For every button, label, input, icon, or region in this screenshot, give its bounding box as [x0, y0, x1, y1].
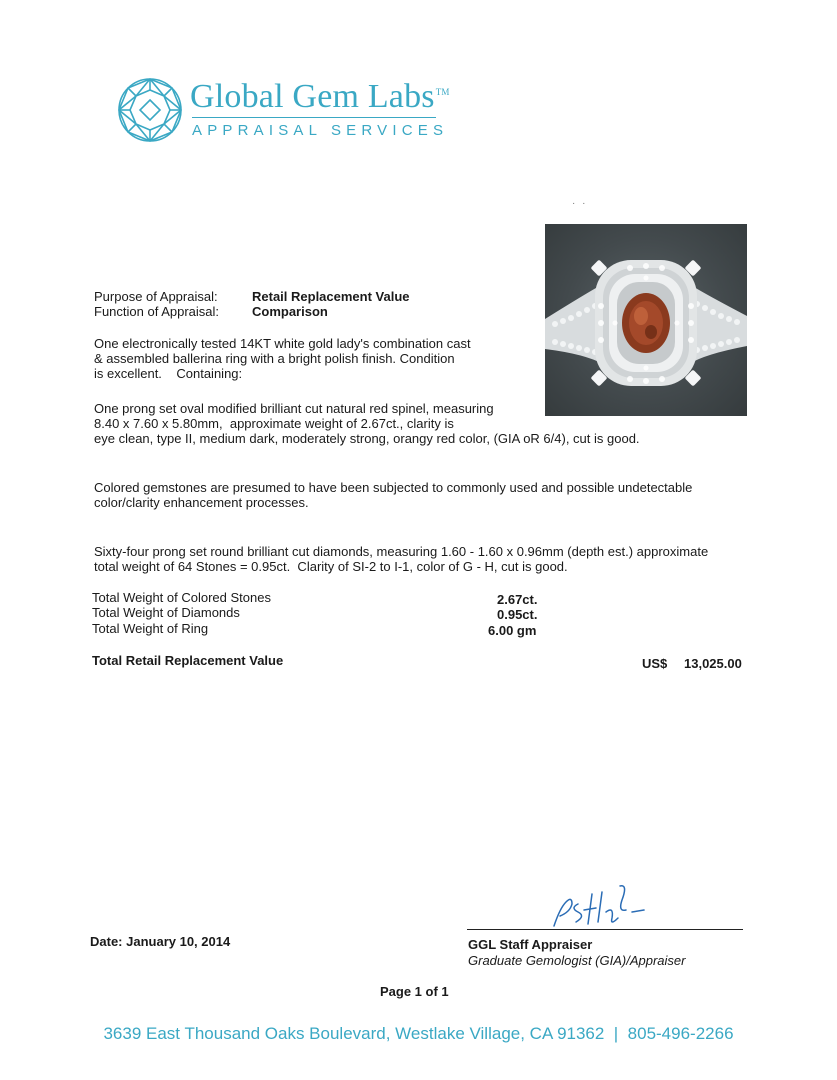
purpose-value: Retail Replacement Value	[252, 289, 410, 304]
purpose-label: Purpose of Appraisal:	[94, 289, 218, 304]
ring-description-line: One electronically tested 14KT white gold lady's combination cast	[94, 336, 471, 351]
function-label: Function of Appraisal:	[94, 304, 220, 319]
diamond-description-line: Sixty-four prong set round brilliant cut diamonds, measuring 1.60 - 1.60 x 0.96mm (depth est.) approximate	[94, 544, 709, 559]
total-value: 2.67ct.	[497, 592, 538, 607]
ring-description-line: is excellent. Containing:	[94, 366, 243, 381]
function-value: Comparison	[252, 304, 328, 319]
signature	[548, 882, 658, 930]
enhancement-line: color/clarity enhancement processes.	[94, 495, 309, 510]
appraiser-title: GGL Staff Appraiser	[468, 937, 593, 952]
company-subtitle: APPRAISAL SERVICES	[192, 122, 449, 139]
footer-address: 3639 East Thousand Oaks Boulevard, Westlake Village, CA 91362 | 805-496-2266	[103, 1024, 734, 1043]
retail-amount: 13,025.00	[684, 656, 742, 671]
retail-value-label: Total Retail Replacement Value	[92, 653, 284, 668]
enhancement-line: Colored gemstones are presumed to have been subjected to commonly used and possible undetectable	[94, 480, 693, 495]
total-label: Total Weight of Ring	[92, 621, 209, 636]
spinel-description-line: eye clean, type II, medium dark, moderately strong, orangy red color, (GIA oR 6/4), cut is good.	[94, 431, 640, 446]
total-label: Total Weight of Diamonds	[92, 605, 240, 620]
logo-divider	[192, 117, 436, 118]
ring-photo	[545, 224, 747, 416]
appraisal-date: Date: January 10, 2014	[90, 934, 231, 949]
retail-currency: US$	[642, 656, 668, 671]
company-name: Global Gem Labs™	[190, 78, 450, 115]
diamond-description-line: total weight of 64 Stones = 0.95ct. Clarity of SI-2 to I-1, color of G - H, cut is good.	[94, 559, 568, 574]
total-value: 6.00 gm	[488, 623, 537, 638]
page-number: Page 1 of 1	[380, 984, 449, 999]
spinel-description-line: One prong set oval modified brilliant cut natural red spinel, measuring	[94, 401, 494, 416]
gem-logo-icon	[116, 76, 184, 144]
trademark: TM	[435, 86, 450, 97]
total-value: 0.95ct.	[497, 607, 538, 622]
corner-mark: · ·	[572, 198, 588, 209]
spinel-description-line: 8.40 x 7.60 x 5.80mm, approximate weight of 2.67ct., clarity is	[94, 416, 454, 431]
appraiser-credentials: Graduate Gemologist (GIA)/Appraiser	[468, 953, 686, 968]
ring-description-line: & assembled ballerina ring with a bright polish finish. Condition	[94, 351, 455, 366]
signature-line	[467, 929, 743, 930]
total-label: Total Weight of Colored Stones	[92, 590, 271, 605]
